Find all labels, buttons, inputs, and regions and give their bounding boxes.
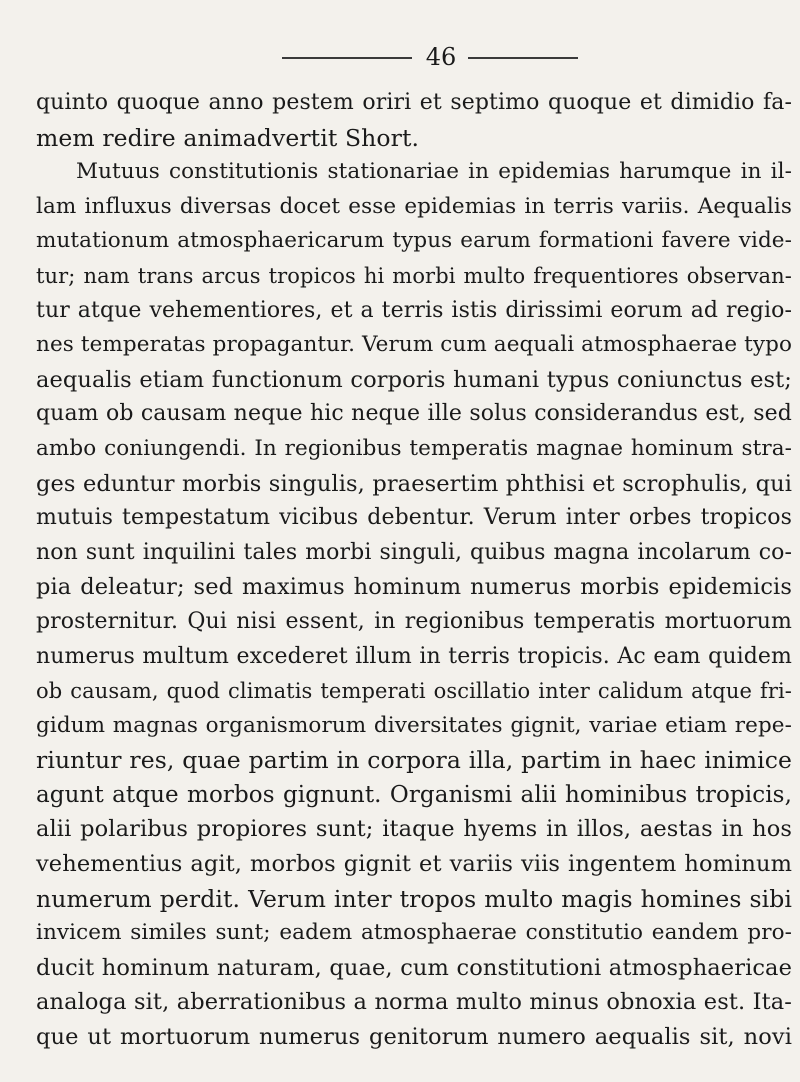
- text-body: [36, 86, 792, 1055]
- text-line: gidum magnas organismorum diversitates gignit, variae etiam repe-: [36, 712, 792, 738]
- text-line: que ut mortuorum numerus genitorum numero aequalis sit, novi: [36, 1024, 792, 1051]
- text-line: pia deleatur; sed maximus hominum numerus morbis epidemicis: [36, 574, 792, 601]
- header-rule-right: [468, 57, 578, 59]
- text-line: agunt atque morbos gignunt. Organismi alii hominibus tropicis,: [36, 781, 792, 808]
- text-line: prosternitur. Qui nisi essent, in regionibus temperatis mortuorum: [36, 608, 792, 634]
- page-number: 46: [425, 43, 457, 71]
- text-line: lam influxus diversas docet esse epidemias in terris variis. Aequalis: [36, 193, 792, 219]
- text-line: quinto quoque anno pestem oriri et septimo quoque et dimidio fa-: [36, 90, 792, 115]
- text-line: ges eduntur morbis singulis, praesertim phthisi et scrophulis, qui: [36, 470, 792, 497]
- text-line: numerus multum excederet illum in terris tropicis. Ac eam quidem: [36, 643, 792, 669]
- text-line: analoga sit, aberrationibus a norma multo minus obnoxia est. Ita-: [36, 989, 792, 1016]
- text-line: numerum perdit. Verum inter tropos multo magis homines sibi: [36, 884, 792, 913]
- page-header: [0, 38, 800, 71]
- text-line: non sunt inquilini tales morbi singuli, quibus magna incolarum co-: [36, 539, 792, 565]
- text-line: invicem similes sunt; eadem atmosphaerae constitutio eandem pro-: [36, 920, 792, 946]
- text-line: mutuis tempestatum vicibus debentur. Verum inter orbes tropicos: [36, 505, 792, 531]
- text-line: quam ob causam neque hic neque ille solus considerandus est, sed: [36, 401, 792, 427]
- text-line: tur atque vehementiores, et a terris istis dirissimi eorum ad regio-: [36, 297, 792, 323]
- text-line: Mutuus constitutionis stationariae in epidemias harumque in il-: [76, 159, 792, 185]
- text-line: aequalis etiam functionum corporis humani typus coniunctus est;: [36, 366, 792, 393]
- text-line: ob causam, quod climatis temperati oscillatio inter calidum atque fri-: [36, 679, 792, 704]
- text-line: riuntur res, quae partim in corpora illa, partim in haec inimice: [36, 746, 792, 775]
- text-line: vehementius agit, morbos gignit et variis viis ingentem hominum: [36, 851, 792, 878]
- text-line: mutationum atmosphaericarum typus earum formationi favere vide-: [36, 228, 792, 254]
- text-line: mem redire animadvertit Short.: [36, 123, 420, 152]
- header-rule-left: [282, 57, 412, 59]
- text-line: alii polaribus propiores sunt; itaque hyems in illos, aestas in hos: [36, 816, 792, 843]
- text-line: nes temperatas propagantur. Verum cum aequali atmosphaerae typo: [36, 332, 792, 358]
- text-line: ducit hominum naturam, quae, cum constitutioni atmosphaericae: [36, 954, 792, 981]
- text-line: tur; nam trans arcus tropicos hi morbi multo frequentiores observan-: [36, 263, 792, 288]
- text-line: ambo coniungendi. In regionibus temperatis magnae hominum stra-: [36, 435, 792, 461]
